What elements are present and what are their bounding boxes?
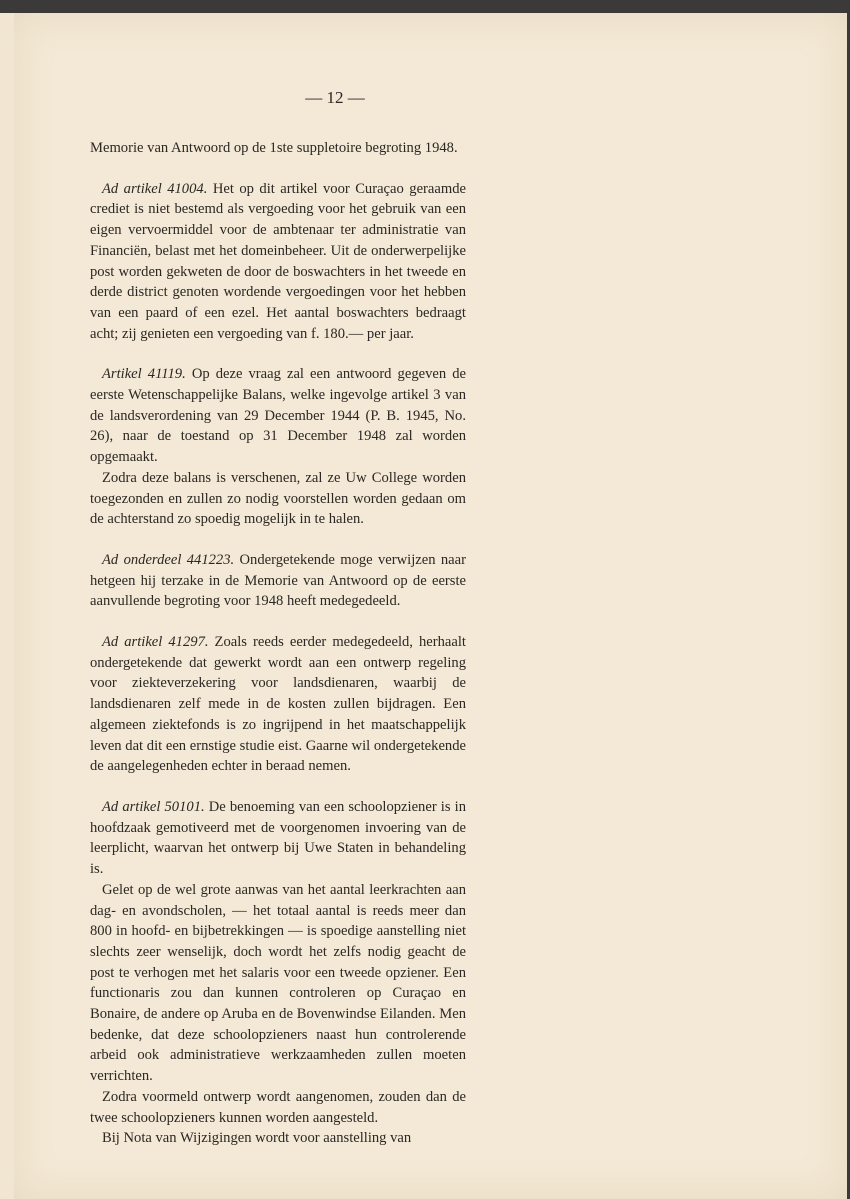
- scan-top-border: [0, 0, 850, 13]
- section-text: De benoeming van een schoolopziener is in hoofdzaak gemotiveerd met de voorgenomen invoering van de leerplicht, waarvan het ontwerp bij Uwe Staten in behandeling is.: [90, 798, 466, 878]
- section-text: Op deze vraag zal een antwoord gegeven de eerste Wetenschappelijke Balans, welke ingevolge artikel 3 van de landsverordening van 29 December 1944 (P. B. 1945, No. 26), naar de toestand op 31 December 1948 zal worden opgemaakt.: [90, 366, 467, 466]
- section-text: Het op dit artikel voor Curaçao geraamde crediet is niet bestemd als vergoeding voor het gebruik van een eigen vervoermiddel voor de ambtenaar ter administratie van Financiën, belast met het domeinbeheer. Uit de onderwerpelijke post worden gekweten de door de boswachters in het tweede en derde district genoten wordende vergoedingen voor het hebben van een paard of een ezel. Het aantal boswachters bedraagt acht; zij genieten een vergoeding van f. 180.— per jaar.: [90, 180, 466, 342]
- section-reference: Ad onderdeel 441223.: [102, 551, 235, 568]
- section-text: Zoals reeds eerder medegedeeld, herhaalt ondergetekende dat gewerkt wordt aan een ontwerp regeling voor ziekteverzekering voor landsdienaren, waarbij de landsdienaren zelf mede in de kosten zullen bijdragen. Een algemeen ziektefonds is zo ingrijpend in het maatschappelijk leven dat dit een ernstige studie eist. Gaarne wil ondergetekende de aangelegenheden echter in beraad nemen.: [90, 634, 466, 775]
- section-continuation: Bij Nota van Wijzigingen wordt voor aanstelling van: [102, 1130, 412, 1147]
- section-continuation: Gelet op de wel grote aanwas van het aantal leerkrachten aan dag- en avondscholen, — het totaal aantal is reeds meer dan 800 in hoofd- en bijbetrekkingen — is spoedige aanstelling niet slechts zeer wenselijk, doch wordt het zelfs nodig geacht de post te verhogen met het salaris voor een tweede opziener. Een functionaris zou dan kunnen controleren op Curaçao en Bonaire, de andere op Aruba en de Bovenwindse Eilanden. Men bedenke, dat deze schoolopzieners naast hun controlerende arbeid ook administratieve werkzaamheden zullen moeten verrichten.: [90, 881, 466, 1085]
- section-reference: Artikel 41119.: [102, 366, 186, 383]
- section-paragraph: [90, 550, 466, 612]
- page-number: — 12 —: [305, 88, 365, 107]
- section-paragraph: [90, 179, 466, 345]
- section-reference: Ad artikel 41004.: [102, 180, 208, 197]
- document-body: [90, 138, 466, 1149]
- section-continuation: Zodra deze balans is verschenen, zal ze Uw College worden toegezonden en zullen zo nodig voorstellen worden gedaan om de achterstand zo spoedig mogelijk in te halen.: [90, 469, 466, 528]
- section-text: Ondergetekende moge verwijzen naar hetgeen hij terzake in de Memorie van Antwoord op de eerste aanvullende begroting voor 1948 heeft medegedeeld.: [90, 551, 466, 610]
- section-paragraph: [90, 364, 466, 468]
- document-heading: Memorie van Antwoord op de 1ste suppletoire begroting 1948.: [90, 140, 458, 156]
- section-reference: Ad artikel 50101.: [102, 798, 205, 815]
- section-continuation: Zodra voormeld ontwerp wordt aangenomen, zouden dan de twee schoolopzieners kunnen worden aangesteld.: [90, 1088, 466, 1126]
- section-paragraph: [90, 632, 466, 777]
- section-paragraph: [90, 797, 466, 880]
- section-reference: Ad artikel 41297.: [102, 634, 209, 651]
